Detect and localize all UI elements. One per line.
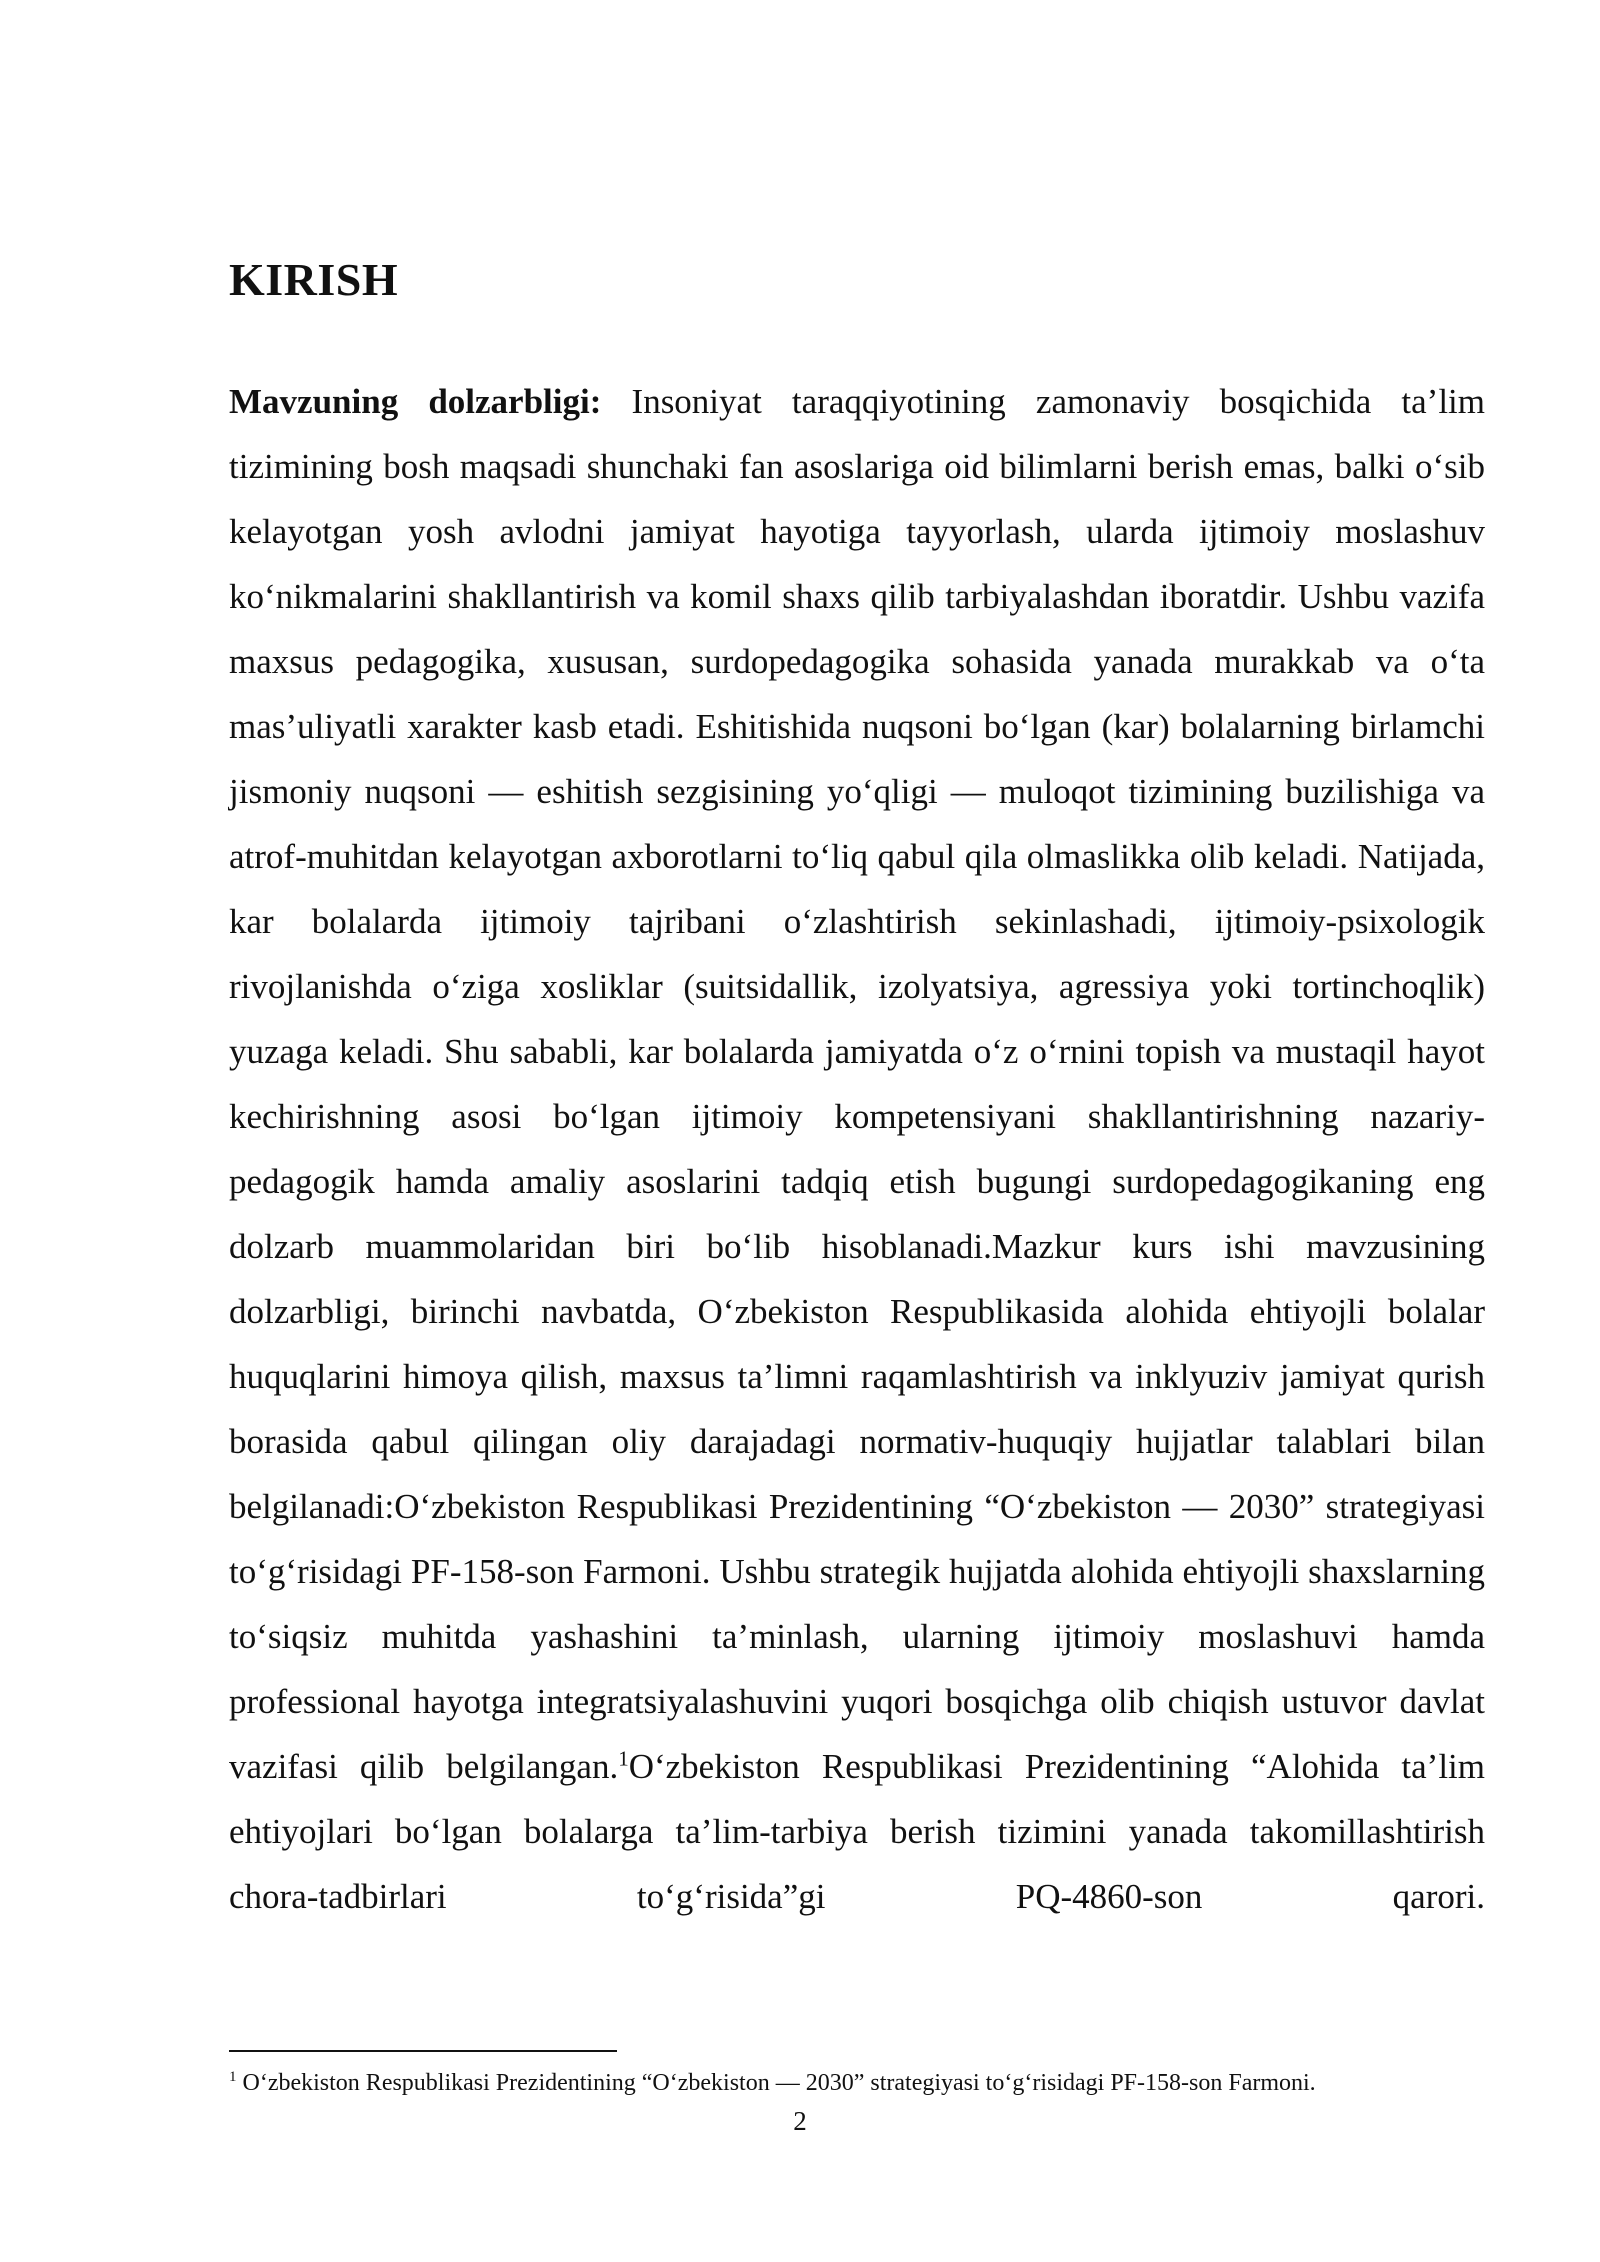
section-heading: KIRISH [229, 254, 399, 305]
footnote-text: O‘zbekiston Respublikasi Prezidentining “O‘zbekiston — 2030” strategiyasi to‘g‘risidagi PF-158-son Farmoni. [236, 2070, 1316, 2096]
footnote-number: 1 [229, 2069, 237, 2085]
footnote-reference[interactable]: 1 [618, 1746, 629, 1771]
footnote-separator [229, 2050, 617, 2052]
footnote [229, 2066, 1529, 2100]
paragraph-text-part1: Insoniyat taraqqiyotining zamonaviy bosqichida ta’lim tizimining bosh maqsadi shunchaki fan asoslariga oid bilimlarni berish emas, balki o‘sib kelayotgan yosh avlodni jamiyat hayotiga tayyorlash, ularda ijtimoiy moslashuv ko‘nikmalarini shakllantirish va komil shaxs qilib tarbiyalashdan iboratdir. Ushbu vazifa maxsus pedagogika, xususan, surdopedagogika sohasida yanada murakkab va o‘ta mas’uliyatli xarakter kasb etadi. Eshitishida nuqsoni bo‘lgan (kar) bolalarning birlamchi jismoniy nuqsoni — eshitish sezgisining yo‘qligi — muloqot tizimining buzilishiga va atrof-muhitdan kelayotgan axborotlarni to‘liq qabul qila olmaslikka olib keladi. Natijada, kar bolalarda ijtimoiy tajribani o‘zlashtirish sekinlashadi, ijtimoiy-psixologik rivojlanishda o‘ziga xosliklar (suitsidallik, izolyatsiya, agressiya yoki tortinchoqlik) yuzaga keladi. Shu sababli, kar bolalarda jamiyatda o‘z o‘rnini topish va mustaqil hayot kechirishning asosi bo‘lgan ijtimoiy kompetensiyani shakllantirishning nazariy-pedagogik hamda amaliy asoslarini tadqiq etish bugungi surdopedagogikaning eng dolzarb muammolaridan biri bo‘lib hisoblanadi.Mazkur kurs ishi mavzusining dolzarbligi, birinchi navbatda, O‘zbekiston Respublikasida alohida ehtiyojli bolalar huquqlarini himoya qilish, maxsus ta’limni raqamlashtirish va inklyuziv jamiyat qurish borasida qabul qilingan oliy darajadagi normativ-huquqiy hujjatlar talablari bilan belgilanadi:O‘zbekiston Respublikasi Prezidentining “O‘zbekiston — 2030” strategiyasi to‘g‘risidagi PF-158-son Farmoni. Ushbu strategik hujjatda alohida ehtiyojli shaxslarning to‘siqsiz muhitda yashashini ta’minlash, ularning ijtimoiy moslashuvi hamda professional hayotga integratsiyalashuvini yuqori bosqichga olib chiqish ustuvor davlat vazifasi qilib belgilangan. [229, 382, 1485, 1786]
lead-label: Mavzuning dolzarbligi: [229, 382, 602, 421]
paragraph-text-part2: O‘zbekiston Respublikasi Prezidentining “Alohida ta’lim ehtiyojlari bo‘lgan bolalarga ta’lim-tarbiya berish tizimini yanada takomillashtirish chora-tadbirlari to‘g‘risida”gi PQ-4860-son qarori. [229, 1747, 1485, 1916]
intro-paragraph [229, 369, 1485, 1929]
page-number: 2 [793, 2106, 807, 2136]
